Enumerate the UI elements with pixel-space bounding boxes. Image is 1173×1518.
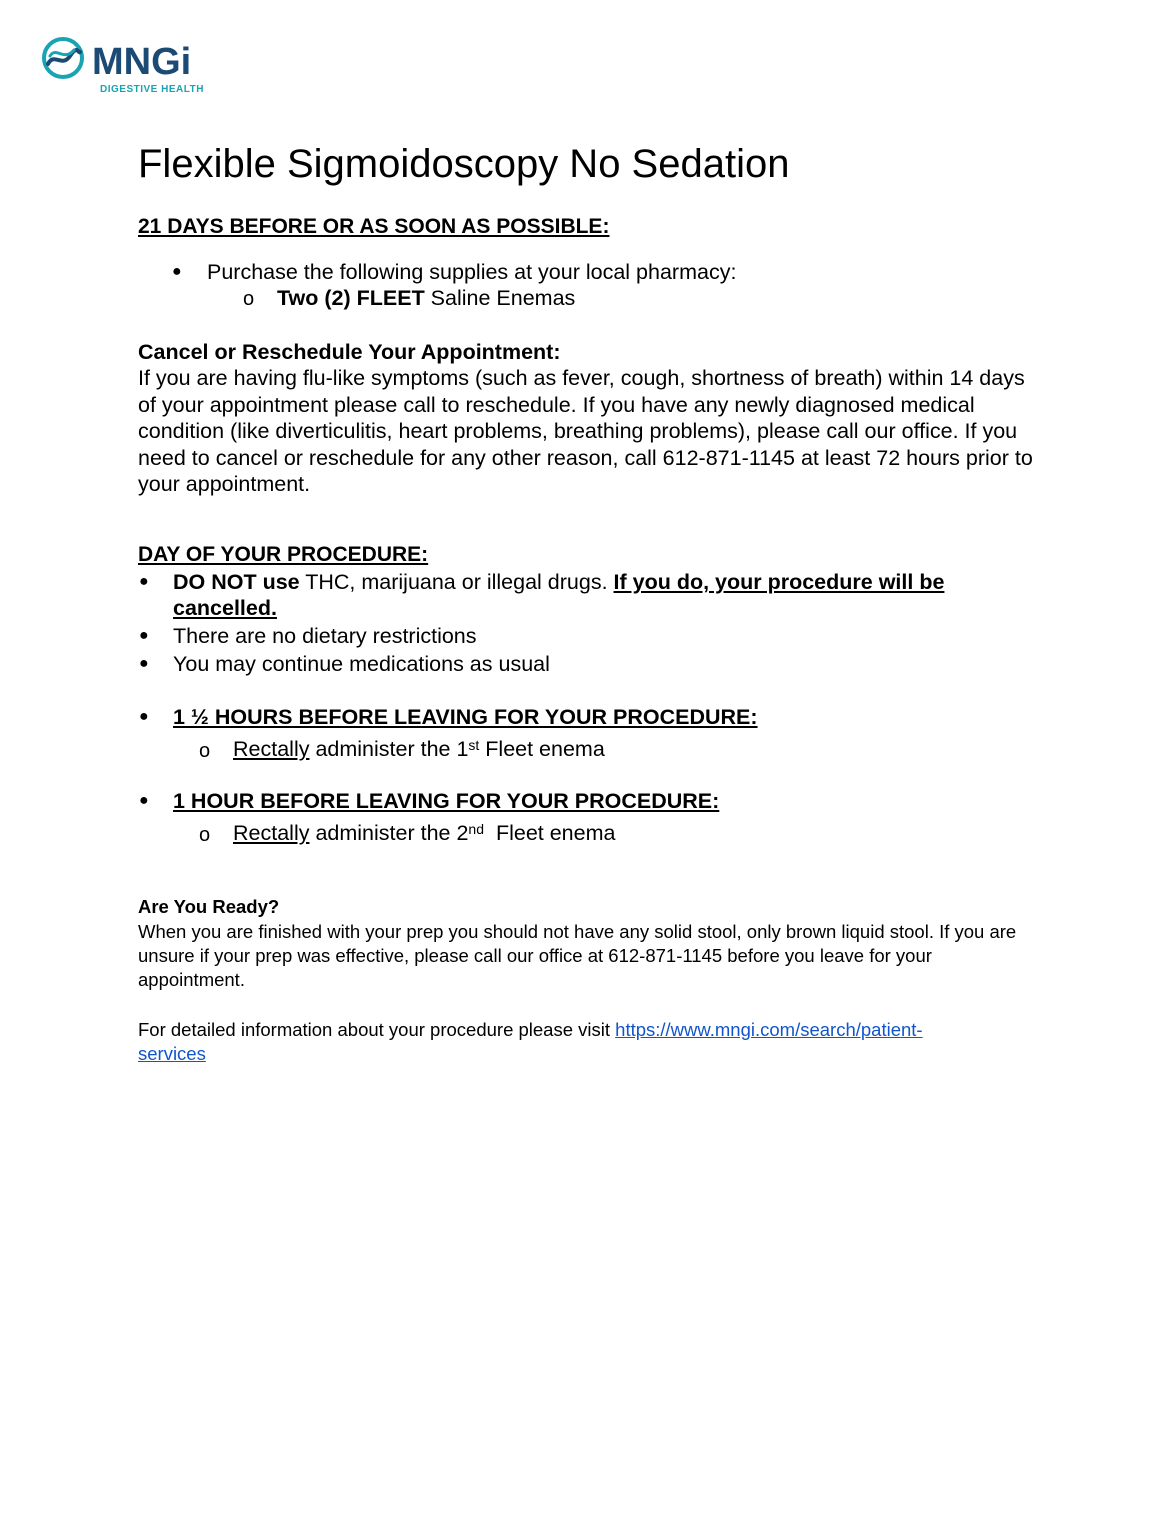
patient-services-link[interactable]: https://www.mngi.com/search/patient- — [615, 1019, 923, 1040]
detailed-info-line — [138, 1018, 923, 1042]
sub-bullet-icon: o — [199, 740, 211, 762]
rectally-text: Rectally — [233, 821, 310, 845]
bullet-icon: ● — [139, 792, 149, 809]
first-enema-instruction — [233, 736, 605, 762]
rectally-text: Rectally — [233, 737, 310, 761]
sub-bullet-icon: o — [243, 288, 255, 310]
ordinal-suffix: st — [468, 737, 480, 753]
administer-text: administer the 1 — [309, 737, 469, 761]
continue-medications-bullet: You may continue medications as usual — [173, 652, 550, 676]
logo-wordmark: MNGi — [92, 41, 192, 83]
no-thc-bullet — [173, 569, 944, 595]
fleet-enema-text: Fleet enema — [479, 737, 605, 761]
supply-item-rest: Saline Enemas — [424, 286, 576, 310]
one-and-half-hours-heading: 1 ½ HOURS BEFORE LEAVING FOR YOUR PROCEDURE: — [173, 705, 758, 729]
do-not-use-text: DO NOT use — [173, 570, 300, 594]
are-you-ready-body: When you are finished with your prep you should not have any solid stool, only brown liquid stool. If you are unsure if your prep was effective, please call our office at 612-871-1145 before you leave for your appointment. — [138, 921, 1017, 990]
supply-item-bold: Two (2) FLEET — [277, 286, 425, 310]
supply-item — [277, 285, 575, 311]
administer-text: administer the 2 — [309, 821, 469, 845]
mngi-logo-graphic — [38, 34, 248, 100]
purchase-supplies-text: Purchase the following supplies at your local pharmacy: — [207, 260, 737, 284]
sub-bullet-icon: o — [199, 824, 211, 846]
bullet-icon: ● — [139, 655, 149, 672]
second-enema-instruction — [233, 820, 615, 846]
ordinal-suffix: nd — [468, 821, 484, 837]
no-diet-restriction-bullet: There are no dietary restrictions — [173, 624, 477, 648]
fleet-enema-text: Fleet enema — [484, 821, 616, 845]
one-hour-heading: 1 HOUR BEFORE LEAVING FOR YOUR PROCEDURE: — [173, 789, 720, 813]
day-of-procedure-heading: DAY OF YOUR PROCEDURE: — [138, 543, 429, 566]
cancel-warning-line1: If you do, your procedure will be — [613, 570, 945, 594]
patient-services-link-continued[interactable]: services — [138, 1043, 206, 1064]
bullet-icon: ● — [139, 573, 149, 590]
cancel-reschedule-body: If you are having flu-like symptoms (such as fever, cough, shortness of breath) within 14 days of your appointment please call to reschedule. If you have any newly diagnosed medical condition (like diverticulitis, heart problems, breathing problems), please call our office. If you need to cancel or reschedule for any other reason, call 612-871-1145 at least 72 hours prior to your appointment. — [138, 366, 1033, 496]
mngi-logo — [38, 34, 248, 100]
page-title: Flexible Sigmoidoscopy No Sedation — [138, 142, 790, 186]
bullet-icon: ● — [139, 627, 149, 644]
drugs-text: THC, marijuana or illegal drugs. — [299, 570, 614, 594]
detailed-info-text: For detailed information about your procedure please visit — [138, 1019, 616, 1040]
section-21-days-heading: 21 DAYS BEFORE OR AS SOON AS POSSIBLE: — [138, 215, 610, 238]
cancel-warning-line2: cancelled. — [173, 596, 277, 620]
bullet-icon: ● — [172, 263, 182, 280]
are-you-ready-heading: Are You Ready? — [138, 896, 280, 917]
cancel-reschedule-heading: Cancel or Reschedule Your Appointment: — [138, 340, 561, 364]
logo-ring — [44, 39, 82, 77]
detailed-info-line2 — [138, 1042, 206, 1066]
bullet-icon: ● — [139, 708, 149, 725]
logo-tagline: DIGESTIVE HEALTH — [100, 84, 204, 95]
